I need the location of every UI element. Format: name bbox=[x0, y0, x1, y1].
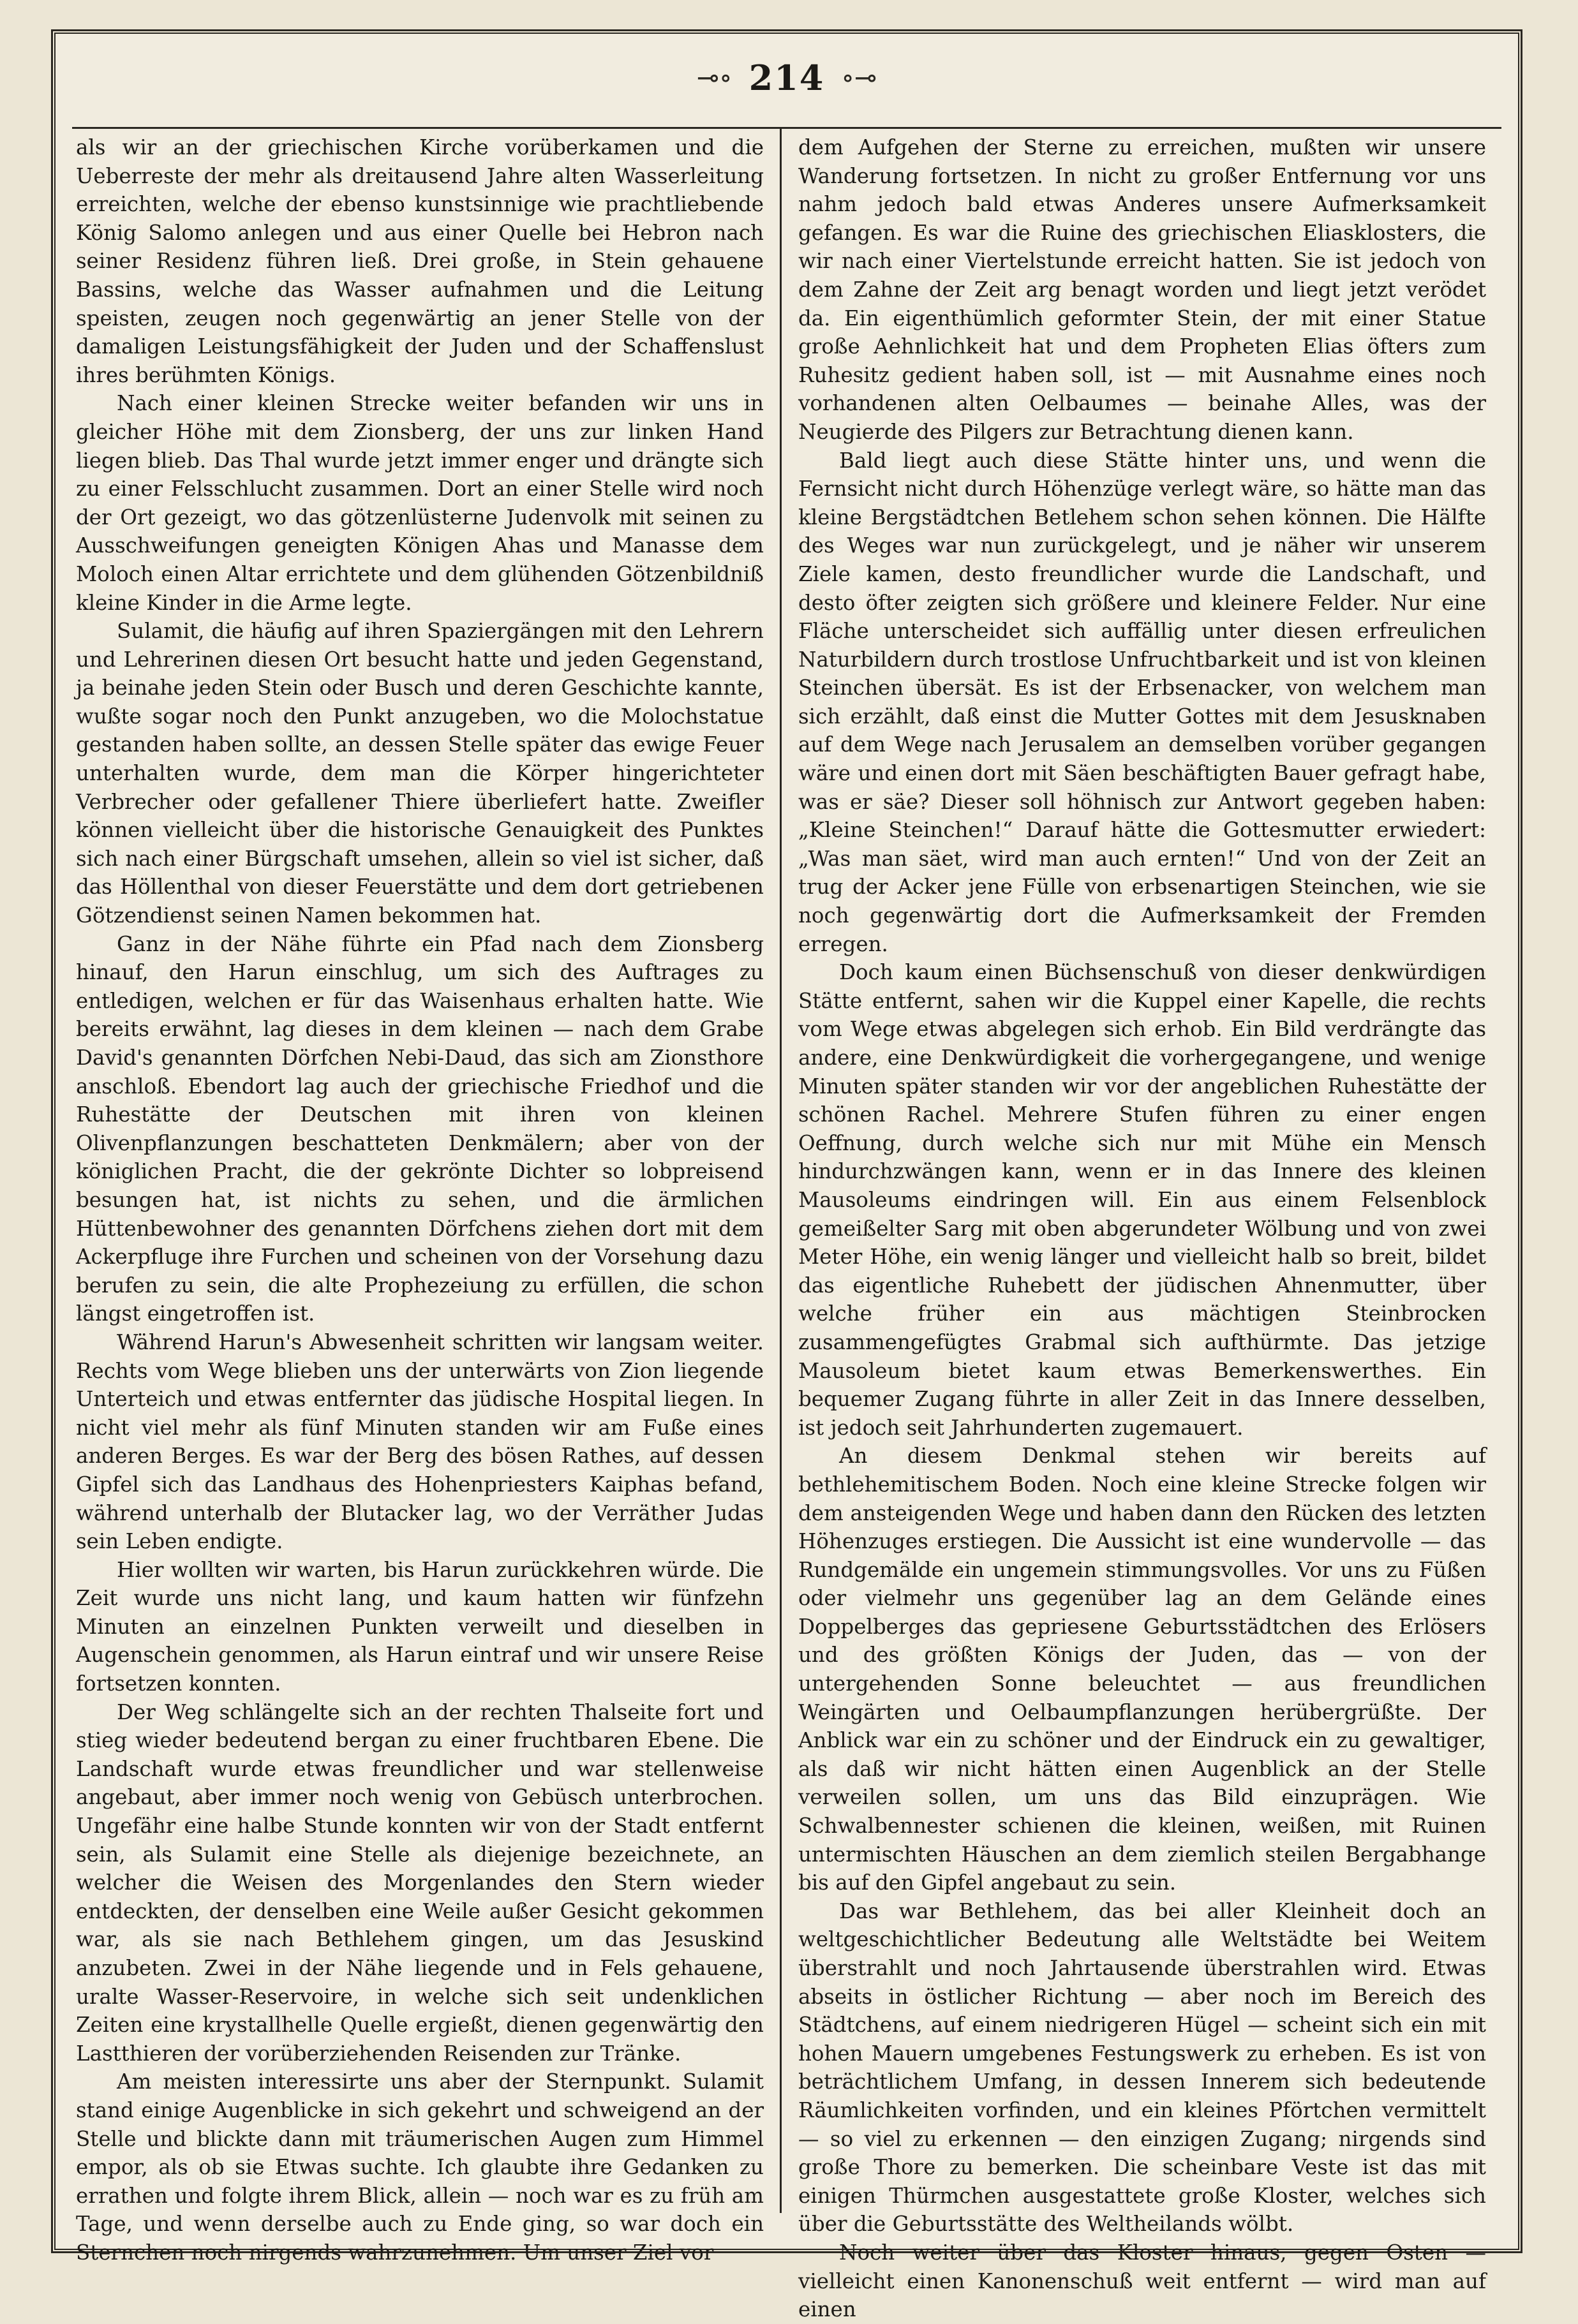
newspaper-page bbox=[51, 29, 1522, 2322]
page-number: 214 bbox=[748, 57, 825, 98]
header-rule bbox=[72, 127, 1501, 129]
paragraph: Noch weiter über das Kloster hinaus, gegen Osten — vielleicht einen Kanonenschuß weit entfernt — wird man auf einen bbox=[798, 2240, 1486, 2322]
ornament-right-icon: ∘⊸ bbox=[841, 62, 877, 93]
paragraph: An diesem Denkmal stehen wir bereits auf bethlehemitischem Boden. Noch eine kleine Strecke folgen wir dem ansteigenden Wege und haben dann den Rücken des letzten Höhenzuges erstiegen. Die Aussicht ist eine wundervolle — das Rundgemälde ein ungemein stimmungsvolles. Vor uns zu Füßen oder vielmehr uns gegenüber lag an dem Gelände eines Doppelberges das gepriesene Geburtsstädtchen des Erlösers und des größten Königs der Juden, das — von der untergehenden Sonne beleuchtet — aus freundlichen Weingärten und Oelbaumpflanzungen herübergrüßte. Der Anblick war ein zu schöner und der Eindruck ein zu gewaltiger, als daß wir nicht hätten einen Augenblick an der Stelle verweilen sollen, um uns das Bild einzuprägen. Wie Schwalbennester schienen die kleinen, weißen, mit Ruinen untermischten Häuschen an dem ziemlich steilen Bergabhange bis auf den Gipfel angebaut zu sein. bbox=[798, 1444, 1486, 1895]
paragraph: Der Weg schlängelte sich an der rechten Thalseite fort und stieg wieder bedeutend bergan zu einer fruchtbaren Ebene. Die Landschaft wurde etwas freundlicher und war stellenweise angebaut, aber immer noch wenig von Gebüsch unterbrochen. Ungefähr eine halbe Stunde konnten wir von der Stadt entfernt sein, als Sulamit eine Stelle als diejenige bezeichnete, an welcher die Weisen des Morgenlandes den Stern wieder entdeckten, der denselben eine Weile außer Gesicht gekommen war, als sie nach Bethlehem gingen, um das Jesuskind anzubeten. Zwei in der Nähe liegende und in Fels gehauene, uralte Wasser-Reservoire, in welche sich seit undenklichen Zeiten eine krystallhelle Quelle ergießt, dienen gegenwärtig den Lastthieren der vorüberziehenden Reisenden zur Tränke. bbox=[76, 1699, 764, 2066]
paragraph: Am meisten interessirte uns aber der Sternpunkt. Sulamit stand einige Augenblicke in sich gekehrt und schweigend an der Stelle und blickte dann mit träumerischen Augen zum Himmel empor, als ob sie Etwas suchte. Ich glaubte ihre Gedanken zu errathen und folgte ihrem Blick, allein — noch war es zu früh am Tage, und wenn derselbe auch zu Ende ging, so war doch ein Sternchen noch nirgends wahrzunehmen. Um unser Ziel vor bbox=[76, 2069, 764, 2265]
column-divider bbox=[780, 127, 782, 2213]
left-column bbox=[76, 133, 764, 2265]
paragraph: Ganz in der Nähe führte ein Pfad nach dem Zionsberg hinauf, den Harun einschlug, um sich des Auftrages zu entledigen, welchen er für das Waisenhaus erhalten hatte. Wie bereits erwähnt, lag dieses in dem kleinen — nach dem Grabe David's genannten Dörfchen Nebi-Daud, das sich am Zionsthore anschloß. Ebendort lag auch der griechische Friedhof und die Ruhestätte der Deutschen mit ihren von kleinen Olivenpflanzungen beschatteten Denkmälern; aber von der königlichen Pracht, die der gekrönte Dichter so lobpreisend besungen hat, ist nichts zu sehen, und die ärmlichen Hüttenbewohner des genannten Dörfchens ziehen dort mit dem Ackerpfluge ihre Furchen und scheinen von der Vorsehung dazu berufen zu sein, die alte Prophezeiung zu erfüllen, die schon längst eingetroffen ist. bbox=[76, 931, 764, 1326]
paragraph: Doch kaum einen Büchsenschuß von dieser denkwürdigen Stätte entfernt, sahen wir die Kuppel einer Kapelle, die rechts vom Wege etwas abgelegen sich erhob. Ein Bild verdrängte das andere, eine Denkwürdigkeit die vorhergegangene, und wenige Minuten später standen wir vor der angeblichen Ruhestätte der schönen Rachel. Mehrere Stufen führen zu einer engen Oeffnung, durch welche sich nur mit Mühe ein Mensch hindurchzwängen kann, wenn er in das Innere des kleinen Mausoleums eindringen will. Ein aus einem Felsenblock gemeißelter Sarg mit oben abgerundeter Wölbung und von zwei Meter Höhe, ein wenig länger und vielleicht halb so breit, bildet das eigentliche Ruhebett der jüdischen Ahnenmutter, über welche früher ein aus mächtigen Steinbrocken zusammengefügtes Grabmal sich aufthürmte. Das jetzige Mausoleum bietet kaum etwas Bemerkenswerthes. Ein bequemer Zugang führte in aller Zeit in das Innere desselben, ist jedoch seit Jahrhunderten zugemauert. bbox=[798, 960, 1486, 1440]
paragraph: Hier wollten wir warten, bis Harun zurückkehren würde. Die Zeit wurde uns nicht lang, und kaum hatten wir fünfzehn Minuten an einzelnen Punkten verweilt und dieselben in Augenschein genommen, als Harun eintraf und wir unsere Reise fortsetzen konnten. bbox=[76, 1557, 764, 1696]
paragraph: Sulamit, die häufig auf ihren Spaziergängen mit den Lehrern und Lehrerinen diesen Ort besucht hatte und jeden Gegenstand, ja beinahe jeden Stein oder Busch und deren Geschichte kannte, wußte sogar noch den Punkt anzugeben, wo die Molochstatue gestanden haben sollte, an dessen Stelle später das ewige Feuer unterhalten wurde, dem man die Körper hingerichteter Verbrecher oder gefallener Thiere überliefert hatte. Zweifler können vielleicht über die historische Genauigkeit des Punktes sich nach einer Bürgschaft umsehen, allein so viel ist sicher, daß das Höllenthal von dieser Feuerstätte und dem dort getriebenen Götzendienst seinen Namen bekommen hat. bbox=[76, 619, 764, 928]
paragraph: Bald liegt auch diese Stätte hinter uns, und wenn die Fernsicht nicht durch Höhenzüge verlegt wäre, so hätte man das kleine Bergstädtchen Betlehem schon sehen können. Die Hälfte des Weges war nun zurückgelegt, und je näher wir unserem Ziele kamen, desto freundlicher wurde die Landschaft, und desto öfter zeigten sich größere und kleinere Felder. Nur eine Fläche unterscheidet sich auffällig unter diesen erfreulichen Naturbildern durch trostlose Unfruchtbarkeit und ist von kleinen Steinchen übersät. Es ist der Erbsenacker, von welchem man sich erzählt, daß einst die Mutter Gottes mit dem Jesusknaben auf dem Wege nach Jerusalem an demselben vorüber gegangen wäre und einen dort mit Säen beschäftigten Bauer gefragt habe, was er säe? Dieser soll höhnisch zur Antwort gegeben haben: „Kleine Steinchen!“ Darauf hätte die Gottesmutter erwiedert: „Was man säet, wird man auch ernten!“ Und von der Zeit an trug der Acker jene Fülle von erbsenartigen Steinchen, wie sie noch gegenwärtig dort die Aufmerksamkeit der Fremden erregen. bbox=[798, 448, 1486, 956]
paragraph: Nach einer kleinen Strecke weiter befanden wir uns in gleicher Höhe mit dem Zionsberg, der uns zur linken Hand liegen blieb. Das Thal wurde jetzt immer enger und drängte sich zu einer Felsschlucht zusammen. Dort an einer Stelle wird noch der Ort gezeigt, wo das götzenlüsterne Judenvolk mit seinen zu Ausschweifungen geneigten Königen Ahas und Manasse dem Moloch einen Altar errichtete und dem glühenden Götzenbildniß kleine Kinder in die Arme legte. bbox=[76, 391, 764, 615]
paragraph: als wir an der griechischen Kirche vorüberkamen und die Ueberreste der mehr als dreitausend Jahre alten Wasserleitung erreichten, welche der ebenso kunstsinnige wie prachtliebende König Salomo anlegen und aus einer Quelle bei Hebron nach seiner Residenz führen ließ. Drei große, in Stein gehauene Bassins, welche das Wasser aufnahmen und die Leitung speisten, zeugen noch gegenwärtig an jener Stelle von der damaligen Leistungsfähigkeit der Juden und der Schaffenslust ihres berühmten Königs. bbox=[76, 135, 764, 387]
paragraph: Während Harun's Abwesenheit schritten wir langsam weiter. Rechts vom Wege blieben uns der unterwärts von Zion liegende Unterteich und etwas entfernter das jüdische Hospital liegen. In nicht viel mehr als fünf Minuten standen wir am Fuße eines anderen Berges. Es war der Berg des bösen Rathes, auf dessen Gipfel sich das Landhaus des Hohenpriesters Kaiphas befand, während unterhalb der Blutacker lag, wo der Verräther Judas sein Leben endigte. bbox=[76, 1329, 764, 1554]
paragraph: Das war Bethlehem, das bei aller Kleinheit doch an weltgeschichtlicher Bedeutung alle Weltstädte bei Weitem überstrahlt und noch Jahrtausende überstrahlen wird. Etwas abseits in östlicher Richtung — aber noch im Bereich des Städtchens, auf einem niedrigeren Hügel — scheint sich ein mit hohen Mauern umgebenes Festungswerk zu erheben. Es ist von beträchtlichem Umfang, in dessen Innerem sich bedeutende Räumlichkeiten vorfinden, und ein kleines Pförtchen vermittelt — so viel zu erkennen — den einzigen Zugang; nirgends sind große Thore zu bemerken. Die scheinbare Veste ist das mit einigen Thürmchen ausgestattete große Kloster, welches sich über die Geburtsstätte des Weltheilands wölbt. bbox=[798, 1898, 1486, 2237]
page-header bbox=[53, 49, 1521, 107]
ornament-left-icon: ⊸∘ bbox=[696, 62, 733, 93]
right-column bbox=[798, 133, 1486, 2322]
paragraph: dem Aufgehen der Sterne zu erreichen, mußten wir unsere Wanderung fortsetzen. In nicht zu großer Entfernung vor uns nahm jedoch bald etwas Anderes unsere Aufmerksamkeit gefangen. Es war die Ruine des griechischen Eliasklosters, die wir nach einer Viertelstunde erreicht hatten. Sie ist jedoch von dem Zahne der Zeit arg benagt worden und liegt jetzt verödet da. Ein eigenthümlich geformter Stein, der mit einer Statue große Aehnlichkeit hat und dem Propheten Elias öfters zum Ruhesitz gedient haben soll, ist — mit Ausnahme eines noch vorhandenen alten Oelbaumes — beinahe Alles, was der Neugierde des Pilgers zur Betrachtung dienen kann. bbox=[798, 135, 1486, 444]
